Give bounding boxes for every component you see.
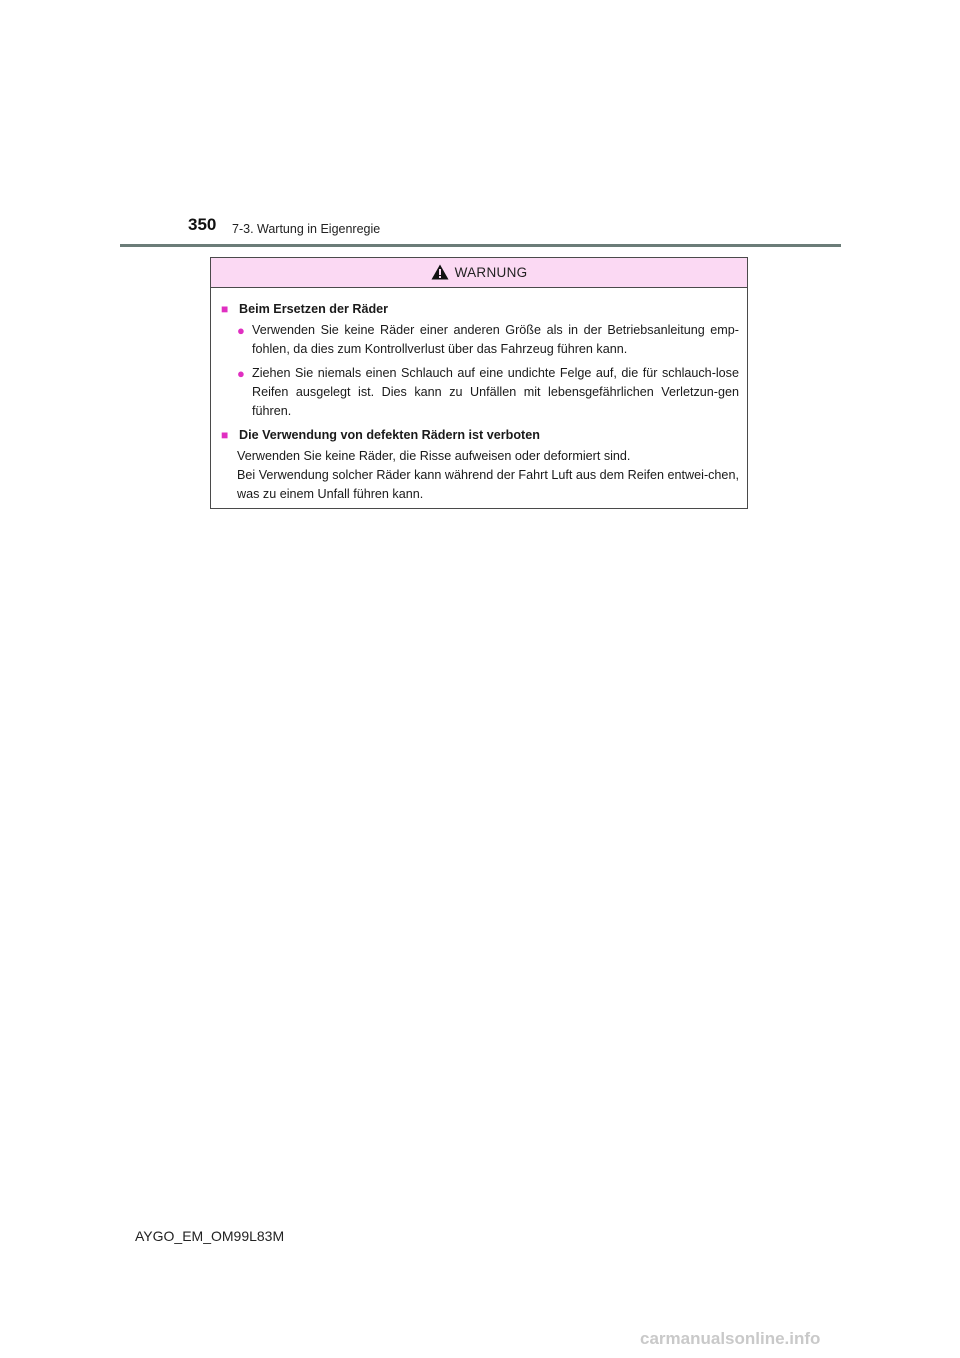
- warning-title: WARNUNG: [454, 265, 528, 280]
- warning-heading-wheels: [221, 300, 739, 319]
- warning-triangle-icon: [431, 264, 449, 280]
- warning-body: [211, 288, 747, 504]
- circle-bullet-icon: ●: [237, 323, 245, 338]
- list-item: [237, 364, 739, 421]
- square-bullet-icon: ■: [221, 428, 229, 442]
- warning-heading-defective: [221, 426, 739, 445]
- paragraph: Verwenden Sie keine Räder, die Risse aufweisen oder deformiert sind.: [237, 449, 631, 463]
- square-bullet-icon: ■: [221, 302, 229, 316]
- circle-bullet-icon: ●: [237, 366, 245, 381]
- header-rule: [120, 244, 841, 247]
- document-code: AYGO_EM_OM99L83M: [135, 1228, 285, 1244]
- heading-text: Die Verwendung von defekten Rädern ist verboten: [239, 428, 540, 442]
- page-number: 350: [188, 215, 217, 234]
- heading-text: Beim Ersetzen der Räder: [239, 302, 389, 316]
- list-item-text: Verwenden Sie keine Räder einer anderen Größe als in der Betriebsanleitung emp-fohlen, da dies zum Kontrollverlust über das Fahrzeug führen kann.: [252, 323, 739, 356]
- section-title: 7-3. Wartung in Eigenregie: [232, 222, 381, 236]
- list-item-text: Ziehen Sie niemals einen Schlauch auf eine undichte Felge auf, die für schlauch-lose Reifen ausgelegt ist. Dies kann zu Unfällen mit lebensgefährlichen Verletzun-gen führen.: [252, 366, 739, 418]
- warning-header: [211, 258, 747, 288]
- paragraph: Bei Verwendung solcher Räder kann während der Fahrt Luft aus dem Reifen entwei-chen, was zu einem Unfall führen kann.: [237, 468, 739, 501]
- warning-box: [210, 257, 748, 509]
- watermark: carmanualsonline.info: [640, 1329, 821, 1348]
- list-item: [237, 321, 739, 359]
